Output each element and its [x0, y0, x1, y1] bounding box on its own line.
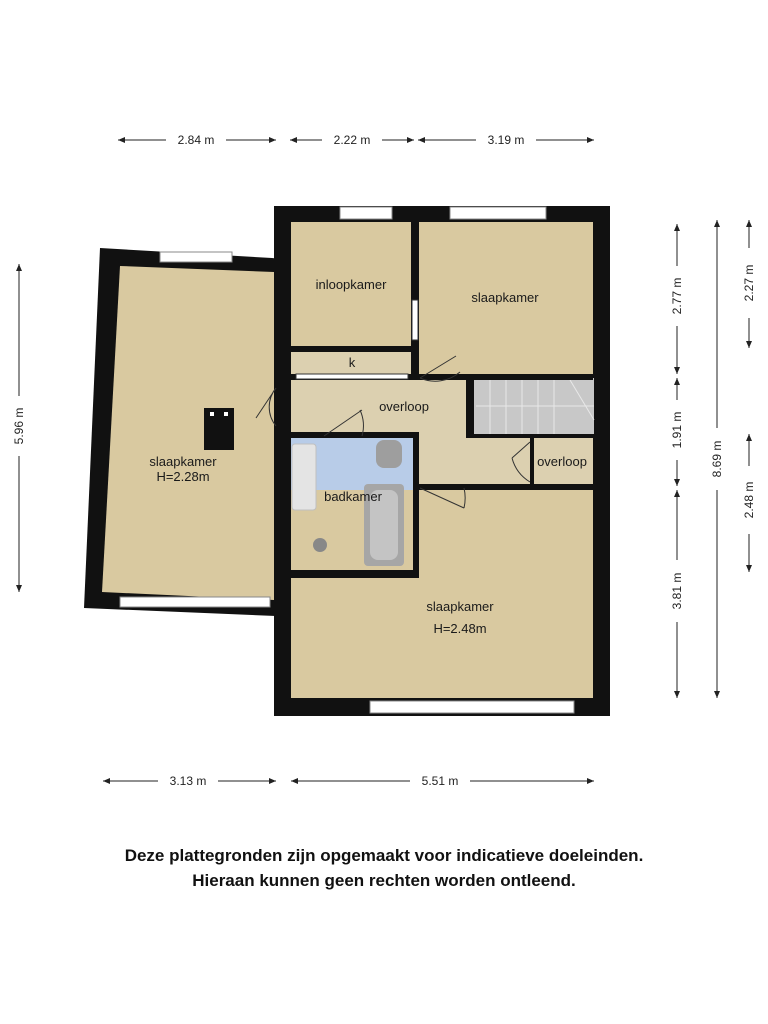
dim-bottom-1: 3.13 m — [169, 774, 207, 788]
shower-drain — [313, 538, 327, 552]
label-overloop: overloop — [379, 399, 429, 414]
dim-right-inner-1: 2.77 m — [670, 277, 684, 315]
label-slaapkamer-bottom: slaapkamer — [426, 599, 494, 614]
dim-top-3: 3.19 m — [487, 133, 525, 147]
window-left-bottom — [120, 597, 270, 607]
toilet — [376, 440, 402, 468]
dim-top-2: 2.22 m — [333, 133, 371, 147]
disclaimer-line-2: Hieraan kunnen geen rechten worden ontleend. — [192, 871, 576, 890]
skylight — [204, 408, 234, 450]
floor-slaapkamer-bottom — [291, 490, 593, 698]
label-inloopkamer: inloopkamer — [315, 277, 387, 292]
label-overloop-right: overloop — [537, 454, 587, 469]
window-left-top — [160, 252, 232, 262]
disclaimer-line-1: Deze plattegronden zijn opgemaakt voor indicatieve doeleinden. — [124, 846, 644, 865]
dim-right-total: 8.69 m — [710, 440, 724, 478]
sink — [292, 444, 316, 510]
label-k: k — [348, 355, 356, 370]
window-bottom — [370, 701, 574, 713]
label-slaapkamer-bottom-height: H=2.48m — [433, 621, 487, 636]
label-badkamer: badkamer — [324, 489, 382, 504]
dim-right-outer-1: 2.27 m — [742, 264, 756, 302]
dim-right-inner-3: 3.81 m — [670, 572, 684, 610]
dim-top-1: 2.84 m — [177, 133, 215, 147]
dim-bottom-2: 5.51 m — [421, 774, 459, 788]
window-top-inloop — [340, 207, 392, 219]
window-top-slaap — [450, 207, 546, 219]
sliding-door-inloop — [412, 300, 418, 340]
dim-left: 5.96 m — [12, 407, 26, 445]
label-slaapkamer-left: slaapkamer — [149, 454, 217, 469]
label-slaapkamer-left-height: H=2.28m — [156, 469, 210, 484]
sliding-door-k — [296, 374, 408, 379]
floor-slaapkamer-left — [102, 266, 274, 600]
dim-right-outer-2: 2.48 m — [742, 481, 756, 519]
dim-right-inner-2: 1.91 m — [670, 411, 684, 449]
label-slaapkamer-top: slaapkamer — [471, 290, 539, 305]
